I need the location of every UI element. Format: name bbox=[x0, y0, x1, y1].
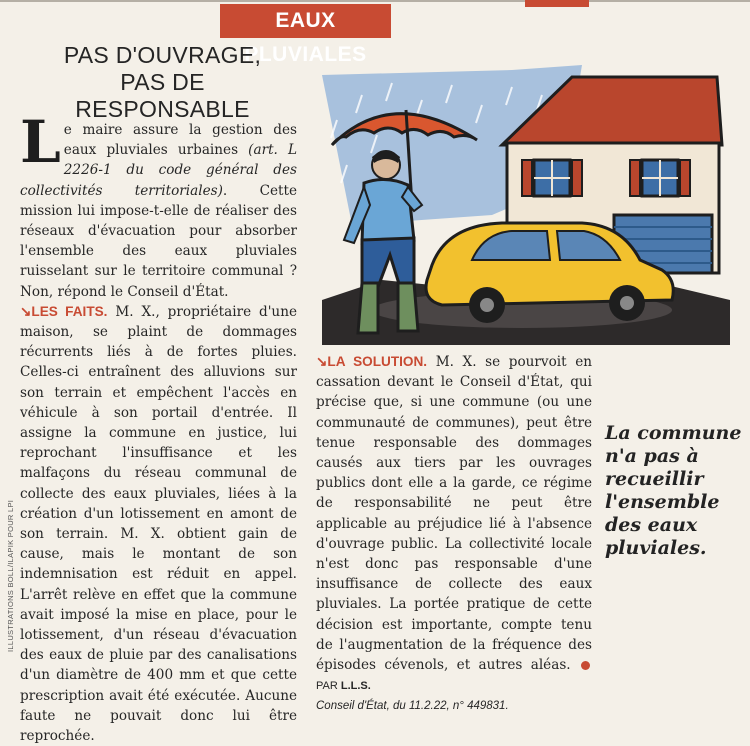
pull-quote: La commune n'a pas à recueillir l'ensemble des eaux pluviales. bbox=[605, 422, 742, 559]
middle-column bbox=[316, 352, 592, 715]
solution-paragraph bbox=[316, 352, 592, 696]
intro-citation: (art. L 2226-1 du code général des collectivités territoriales) bbox=[20, 142, 297, 199]
faits-kicker bbox=[20, 304, 107, 319]
byline-author: L.L.S. bbox=[340, 680, 371, 693]
arrow-icon: ↘ bbox=[20, 303, 32, 319]
rain-illustration bbox=[322, 65, 730, 345]
solution-text: M. X. se pourvoit en cassation devant le Conseil d'État, qui précise que, si une commune (ou une communauté de communes), peut être tenue responsable des dommages causés aux tiers par les ouvrages publics dont elle a la garde, ce régime de responsabilité ne peut être applicable au préjudice lié à l'absence d'ouvrage public. La collectivité locale n'est donc pas responsable d'une insuffisance de collecte des eaux pluviales. La portée pratique de cette décision est importante, compte tenu de l'augmentation de la fréquence des épisodes cévenols, et autres aléas. bbox=[316, 354, 593, 674]
top-accent-bar bbox=[525, 0, 589, 7]
category-banner: EAUX PLUVIALES bbox=[220, 4, 391, 38]
top-rule bbox=[0, 0, 750, 2]
intro-text-a: e maire assure la gestion des eaux pluviales urbaines bbox=[63, 122, 297, 159]
legal-reference: Conseil d'État, du 11.2.22, n° 449831. bbox=[316, 700, 509, 713]
illustration-credit: ILLUSTRATIONS BOLL/ILAPIK POUR LPI bbox=[6, 499, 15, 652]
solution-kicker bbox=[316, 354, 427, 369]
article-title bbox=[30, 42, 295, 123]
faits-label: LES FAITS. bbox=[31, 303, 108, 319]
arrow-icon: ↘ bbox=[316, 354, 328, 369]
drop-cap: L bbox=[20, 108, 61, 176]
byline-prefix: PAR bbox=[316, 680, 341, 693]
title-line-1: PAS D'OUVRAGE, bbox=[63, 42, 262, 68]
byline bbox=[316, 680, 371, 692]
title-line-2: PAS DE RESPONSABLE bbox=[75, 69, 250, 122]
intro-text-b: . Cette mission lui impose-t-elle de réaliser des réseaux d'évacuation pour absorber l'ensemble des eaux pluviales ruisselant sur le territoire communal ? Non, répond le Conseil d'État. bbox=[20, 182, 297, 300]
solution-label: LA SOLUTION. bbox=[327, 354, 428, 369]
bullet-icon bbox=[581, 661, 590, 670]
left-column bbox=[20, 108, 297, 746]
faits-text: M. X., propriétaire d'une maison, se plaint de dommages récurrents liés à de fortes pluies. Celles-ci entraînent des alluvions sur son terrain et empêchent l'accès en véhicule à son portail d'entrée. Il assigne la commune en justice, lui reprochant l'insuffisance et les malfaçons du réseau communal de collecte des eaux pluviales, liées à la création d'un lotissement en amont de son terrain. M. X. obtient gain de cause, mais le montant de son indemnisation est réduit en appel. L'arrêt relève en effet que la commune avait imposé la mise en place, pour le lotissement, d'un réseau d'évacuation des eaux de pluie par des canalisations d'un diamètre de 400 mm et que cette prescription avait été exécutée. Aucune faute ne pouvait donc lui être reprochée. bbox=[20, 303, 297, 745]
faits-paragraph bbox=[20, 302, 297, 746]
intro-paragraph bbox=[20, 108, 297, 302]
